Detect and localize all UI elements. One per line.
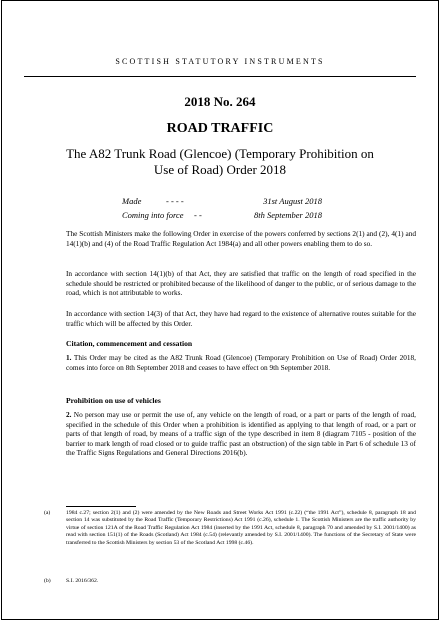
article-1: [66, 353, 416, 372]
instrument-subject: ROAD TRAFFIC: [166, 121, 274, 136]
footnote-a: [44, 510, 416, 547]
article-1-text: This Order may be cited as the A82 Trunk Road (Glencoe) (Temporary Prohibition on Use of Road) Order 2018, comes into force on 8th September 2018 and ceases to have effect on 9th September 2018.: [66, 353, 416, 372]
footnote-b-text: S.I. 2016/362.: [66, 578, 99, 584]
made-date-row: [122, 196, 322, 206]
article-1-number: 1.: [66, 353, 72, 362]
force-value: 8th September 2018: [254, 210, 322, 220]
footnote-b-mark: (b): [44, 578, 51, 584]
footnote-a-mark: (a): [44, 510, 51, 516]
header-rule: [24, 76, 416, 77]
heading-prohibition: Prohibition on use of vehicles: [66, 396, 161, 405]
force-date-row: [122, 210, 322, 220]
instrument-series: SCOTTISH STATUTORY INSTRUMENTS: [115, 57, 325, 66]
made-label: Made: [122, 196, 142, 206]
made-dashes: - - - -: [166, 196, 184, 206]
article-2-text: No person may use or permit the use of, any vehicle on the length of road, or a part or parts of the length of road, specified in the schedule of this Order when a prohibition is identified as applying to that length of road, or a part or parts of that length of road, by means of a traffic sign of the type described in item 8 (diagram 7105 - position of the barrier to mark length of road closed or to guide traffic past an obstruction) of the sign table in Part 6 of schedule 13 of the Traffic Signs Regulations and General Directions 2016(b).: [66, 410, 416, 458]
instrument-number: 2018 No. 264: [184, 94, 256, 109]
footnote-rule: [66, 506, 136, 507]
paragraph-danger: In accordance with section 14(1)(b) of that Act, they are satisfied that traffic on the length of road specified in the schedule should be restricted or prohibited because of the likelihood of danger to the public, or of serious damage to the road, which is not attributable to works.: [66, 269, 416, 298]
footnote-a-text: 1984 c.27; section 2(1) and (2) were amended by the New Roads and Street Works Act 1991 (c.22) (“the 1991 Act”), schedule 8, paragraph 18 and section 14 was substituted by the Road Traffic (Temporary Restrictions) Act 1991 (c.26), schedule 1. The Scottish Ministers are the traffic authority by virtue of section 121A of the Road Traffic Regulation Act 1984 (inserted by the 1991 Act, schedule 8, paragraph 70 and amended by S.I. 2001/1400) as read with section 151(1) of the Roads (Scotland) Act 1984 (c.54) (relevantly amended by S.I. 2001/1400). The functions of the Secretary of State were transferred to the Scottish Ministers by section 53 of the Scotland Act 1998 (c.46).: [66, 510, 416, 546]
document-page: [1, 0, 439, 620]
force-label: Coming into force: [122, 210, 184, 220]
made-value: 31st August 2018: [263, 196, 322, 206]
preamble: The Scottish Ministers make the following Order in exercise of the powers conferred by sections 2(1) and (2), 4(1) and 14(1)(b) and (4) of the Road Traffic Regulation Act 1984(a) and all other powers enabling them to do so.: [66, 229, 416, 248]
paragraph-alternative-routes: In accordance with section 14(3) of that Act, they have had regard to the existence of alternative routes suitable for the traffic which will be affected by this Order.: [66, 309, 416, 328]
footnote-b: [44, 578, 416, 585]
force-dashes: - -: [194, 210, 202, 220]
article-2: [66, 410, 416, 458]
heading-citation: Citation, commencement and cessation: [66, 339, 193, 348]
article-2-number: 2.: [66, 410, 72, 419]
instrument-title: The A82 Trunk Road (Glencoe) (Temporary Prohibition on Use of Road) Order 2018: [66, 146, 374, 177]
